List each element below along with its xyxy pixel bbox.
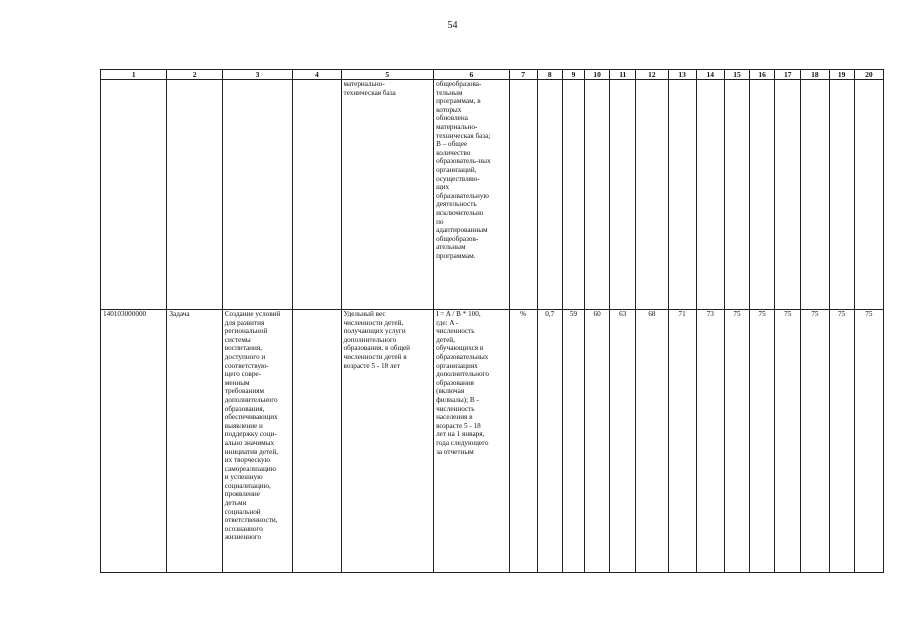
indicators-table [100, 69, 884, 573]
header-cell: 18 [801, 70, 829, 80]
table-cell [293, 310, 341, 573]
header-cell: 12 [636, 70, 668, 80]
header-cell: 13 [668, 70, 696, 80]
table-cell [537, 80, 562, 310]
header-cell: 1 [101, 70, 167, 80]
header-cell: 7 [509, 70, 537, 80]
value-cell: 63 [610, 310, 636, 573]
table-cell [829, 80, 854, 310]
header-cell: 8 [537, 70, 562, 80]
value-cell: 75 [829, 310, 854, 573]
table-cell [696, 80, 724, 310]
task-description-cell: Создание условий для развития региональной системы воспитания, доступного и соответствую- щего совре- менным требованиям дополнительного образования, обеспечивающих выявление и поддержку соци- ально значимых инициатив детей, их творческую самореализацию и успешную социализацию, проявление детьми социальной ответственности, осознанного жизненного [222, 310, 292, 573]
value-cell: 68 [636, 310, 668, 573]
header-cell: 15 [724, 70, 749, 80]
table-row [101, 80, 884, 310]
value-cell: 59 [562, 310, 584, 573]
header-cell: 20 [854, 70, 883, 80]
formula-cell: I = A / B * 100, где: A - численность детей, обучающихся в образовательных организациях дополнительного образования (включая филиалы); B - численность населения в возрасте 5 - 18 лет на 1 января, года следующего за отчетным [434, 310, 509, 573]
table-cell [750, 80, 775, 310]
page-number: 54 [447, 20, 458, 31]
header-row [101, 70, 884, 80]
table-cell [509, 80, 537, 310]
table-cell [668, 80, 696, 310]
value-cell: 75 [801, 310, 829, 573]
table-cell [636, 80, 668, 310]
header-cell: 10 [585, 70, 610, 80]
value-cell: 0,7 [537, 310, 562, 573]
header-cell: 9 [562, 70, 584, 80]
header-cell: 5 [341, 70, 434, 80]
value-cell: 71 [668, 310, 696, 573]
header-cell: 3 [222, 70, 292, 80]
table-cell [293, 80, 341, 310]
header-cell: 19 [829, 70, 854, 80]
indicator-name-cell: материально- техническая база [341, 80, 434, 310]
table-cell [222, 80, 292, 310]
code-cell: 140103000000 [101, 310, 167, 573]
value-cell: 60 [585, 310, 610, 573]
value-cell: 75 [724, 310, 749, 573]
header-cell: 17 [775, 70, 801, 80]
table-cell [854, 80, 883, 310]
table-cell [801, 80, 829, 310]
header-cell: 2 [167, 70, 222, 80]
table-cell [724, 80, 749, 310]
header-cell: 11 [610, 70, 636, 80]
table-cell [610, 80, 636, 310]
header-cell: 16 [750, 70, 775, 80]
header-cell: 4 [293, 70, 341, 80]
value-cell: 75 [775, 310, 801, 573]
table-cell [101, 80, 167, 310]
value-cell: 73 [696, 310, 724, 573]
value-cell: 75 [854, 310, 883, 573]
indicator-name-cell: Удельный вес численности детей, получающих услуги дополнительного образования, в общей численности детей в возрасте 5 - 18 лет [341, 310, 434, 573]
table-cell [585, 80, 610, 310]
header-cell: 14 [696, 70, 724, 80]
value-cell: 75 [750, 310, 775, 573]
formula-cell: общеобразова- тельным программам, в которых обновлена материально- техническая база; B – общее количество образователь-ных организаций, осуществляю- щих образовательную деятельность исключительно по адаптированным общеобразов- ательным программам. [434, 80, 509, 310]
table-row [101, 310, 884, 573]
table-cell [167, 80, 222, 310]
unit-cell: % [509, 310, 537, 573]
header-cell: 6 [434, 70, 509, 80]
table-cell [562, 80, 584, 310]
type-cell: Задача [167, 310, 222, 573]
table-cell [775, 80, 801, 310]
